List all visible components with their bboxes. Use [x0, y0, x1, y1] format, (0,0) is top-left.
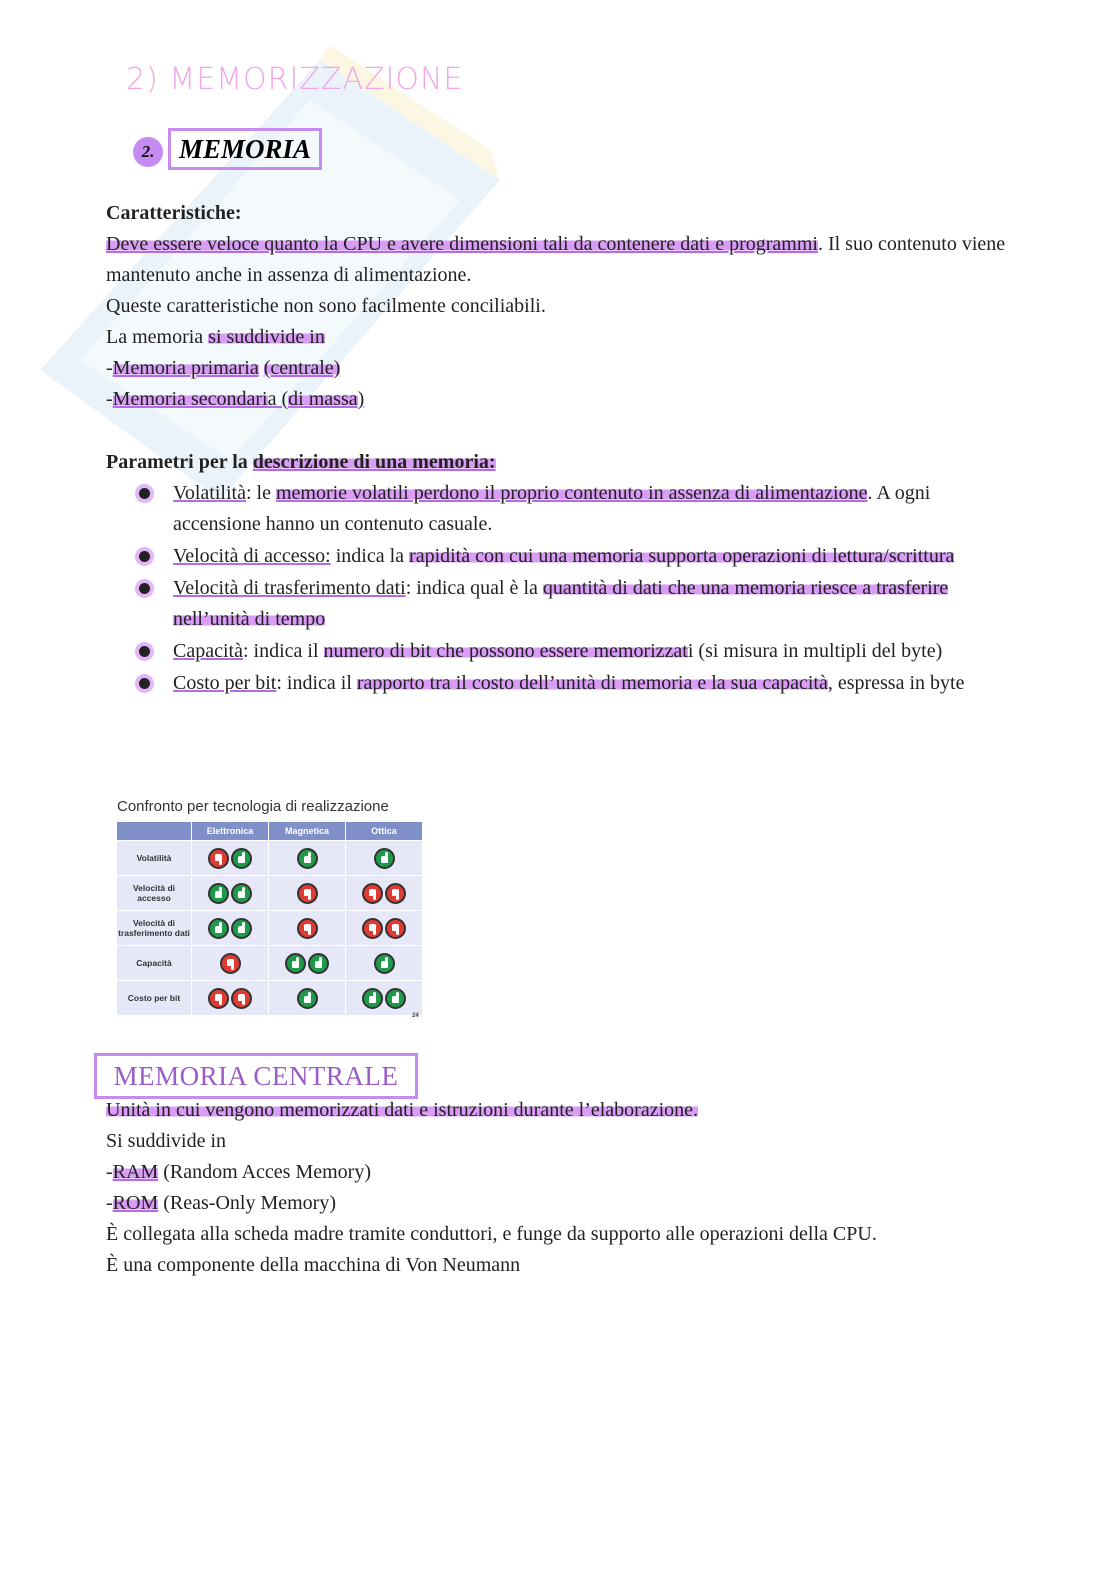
table-cell: [269, 876, 346, 911]
table-cell: [346, 876, 423, 911]
row-label: Velocità di accesso: [117, 876, 192, 911]
parametri-heading: [106, 447, 1006, 478]
comparison-table: [116, 821, 423, 1016]
parametri-list: [132, 478, 1002, 700]
table-cell: [192, 911, 269, 946]
highlight-text: si suddivide in: [208, 326, 325, 348]
list-item: [106, 353, 1006, 384]
comparison-title: Confronto per tecnologia di realizzazione: [117, 798, 389, 815]
highlight-text: ROM: [112, 1192, 159, 1214]
text-fragment: La memoria: [106, 326, 209, 348]
paragraph-text: Si suddivide in: [106, 1130, 227, 1152]
thumbs-down-icon: [297, 883, 318, 904]
column-header: Elettronica: [192, 822, 269, 841]
highlight-text: (centrale): [263, 357, 341, 379]
table-cell: [346, 981, 423, 1016]
thumbs-up-icon: [208, 918, 229, 939]
text-fragment: : indica il: [276, 672, 357, 694]
thumbs-up-icon: [374, 953, 395, 974]
thumbs-up-icon: [231, 918, 252, 939]
list-item: [106, 1157, 1066, 1188]
paragraph-text: È collegata alla scheda madre tramite conduttori, e funge da supporto alle operazioni della CPU.: [106, 1223, 877, 1245]
thumbs-down-icon: [362, 918, 383, 939]
thumbs-up-icon: [362, 988, 383, 1009]
text-fragment: : le: [245, 482, 276, 504]
thumbs-down-icon: [385, 883, 406, 904]
thumbs-down-icon: [208, 988, 229, 1009]
paragraph-text: [106, 322, 1006, 353]
text-fragment: , espressa in byte: [827, 672, 965, 694]
highlight-text: numero di bit che possono essere memorizzat: [323, 640, 688, 662]
text-fragment: -: [106, 388, 113, 410]
section-number-badge: 2.: [133, 137, 163, 167]
term: Velocità di trasferimento dati: [173, 577, 406, 599]
thumbs-up-icon: [297, 848, 318, 869]
table-cell: [346, 841, 423, 876]
term: Costo per bit: [173, 672, 277, 694]
list-item: [132, 636, 1002, 667]
column-header: Magnetica: [269, 822, 346, 841]
table-cell: [346, 946, 423, 981]
handwritten-heading: 2) MEMORIZZAZIONE: [126, 62, 464, 97]
list-item: [132, 478, 1002, 540]
column-header: Ottica: [346, 822, 423, 841]
highlight-text: quantità di dati che una memoria riesce a trasferire nell’unità di tempo: [173, 577, 949, 630]
header-corner: [117, 822, 192, 841]
paragraph-text: È una componente della macchina di Von Neumann: [106, 1254, 521, 1276]
list-item: [132, 668, 1002, 699]
text-fragment: -: [106, 1161, 113, 1183]
text-fragment: i (si misura in multipli del byte): [687, 640, 943, 662]
text-fragment: -: [106, 357, 113, 379]
bullet-icon: [139, 551, 150, 562]
highlight-text: Memoria secondari: [112, 388, 268, 410]
table-body: [117, 841, 423, 1016]
highlight-text: di massa: [288, 388, 358, 410]
highlight-text: descrizione di una memoria:: [252, 451, 496, 473]
thumbs-down-icon: [231, 988, 252, 1009]
thumbs-down-icon: [208, 848, 229, 869]
thumbs-up-icon: [308, 953, 329, 974]
table-cell: [269, 911, 346, 946]
thumbs-up-icon: [297, 988, 318, 1009]
text-fragment: indica la: [330, 545, 410, 567]
list-item: [106, 384, 1006, 415]
highlight-text: Unità in cui vengono memorizzati dati e istruzioni durante l’elaborazione.: [106, 1099, 699, 1121]
thumbs-up-icon: [231, 883, 252, 904]
table-cell: [269, 981, 346, 1016]
paragraph-text: . Il suo contenuto viene mantenuto anche in assenza di alimentazione.: [106, 233, 1006, 286]
row-label: Volatilità: [117, 841, 192, 876]
caratteristiche-paragraph: [106, 229, 1006, 291]
thumbs-up-icon: [385, 988, 406, 1009]
table-row: [117, 841, 423, 876]
bullet-icon: [139, 646, 150, 657]
table-cell: [192, 841, 269, 876]
slide-page-number: 24: [412, 1013, 419, 1019]
table-cell: [192, 946, 269, 981]
definition: [106, 1095, 1066, 1126]
bullet-icon: [139, 583, 150, 594]
thumbs-down-icon: [220, 953, 241, 974]
thumbs-up-icon: [231, 848, 252, 869]
table-row: [117, 946, 423, 981]
text-fragment: : indica qual è la: [405, 577, 543, 599]
thumbs-down-icon: [385, 918, 406, 939]
caratteristiche-block: [106, 198, 1006, 415]
row-label: Velocità di trasferimento dati: [117, 911, 192, 946]
highlight-text: rapporto tra il costo dell’unità di memoria e la sua capacità: [356, 672, 828, 694]
text-fragment: (Reas-Only Memory): [158, 1192, 336, 1214]
text-fragment: Parametri per la: [106, 451, 253, 473]
text-fragment: a (: [267, 388, 289, 410]
table-cell: [269, 841, 346, 876]
table-cell: [269, 946, 346, 981]
table-header-row: [117, 822, 423, 841]
table-row: [117, 981, 423, 1016]
memoria-centrale-block: [106, 1095, 1066, 1281]
thumbs-down-icon: [362, 883, 383, 904]
row-label: Costo per bit: [117, 981, 192, 1016]
highlight-text: memorie volatili perdono il proprio contenuto in assenza di alimentazione: [275, 482, 868, 504]
term: Velocità di accesso:: [173, 545, 331, 567]
term: Volatilità: [173, 482, 246, 504]
text-fragment: -: [106, 1192, 113, 1214]
highlight-text: Memoria primaria: [112, 357, 259, 379]
paragraph-text: Queste caratteristiche non sono facilmente conciliabili.: [106, 295, 546, 317]
list-item: [132, 541, 1002, 572]
list-item: [132, 573, 1002, 635]
section-title: MEMORIA: [168, 128, 322, 170]
term: Capacità: [173, 640, 243, 662]
table-cell: [346, 911, 423, 946]
bullet-icon: [139, 678, 150, 689]
thumbs-down-icon: [297, 918, 318, 939]
thumbs-up-icon: [208, 883, 229, 904]
table-cell: [192, 876, 269, 911]
table-row: [117, 876, 423, 911]
highlight-text: rapidità con cui una memoria supporta operazioni di lettura/scrittura: [409, 545, 955, 567]
text-fragment: (Random Acces Memory): [158, 1161, 371, 1183]
table-row: [117, 911, 423, 946]
text-fragment: ): [357, 388, 365, 410]
thumbs-up-icon: [285, 953, 306, 974]
text-fragment: : indica il: [242, 640, 324, 662]
table-cell: [192, 981, 269, 1016]
highlight-text: RAM: [112, 1161, 159, 1183]
highlight-text: Deve essere veloce quanto la CPU e avere dimensioni tali da contenere dati e programmi: [106, 233, 818, 255]
caratteristiche-heading: Caratteristiche:: [106, 202, 242, 224]
text-fragment: . A ogni accensione hanno un contenuto casuale.: [173, 482, 931, 535]
bullet-icon: [139, 488, 150, 499]
memoria-centrale-title: MEMORIA CENTRALE: [94, 1053, 418, 1099]
row-label: Capacità: [117, 946, 192, 981]
thumbs-up-icon: [374, 848, 395, 869]
list-item: [106, 1188, 1066, 1219]
